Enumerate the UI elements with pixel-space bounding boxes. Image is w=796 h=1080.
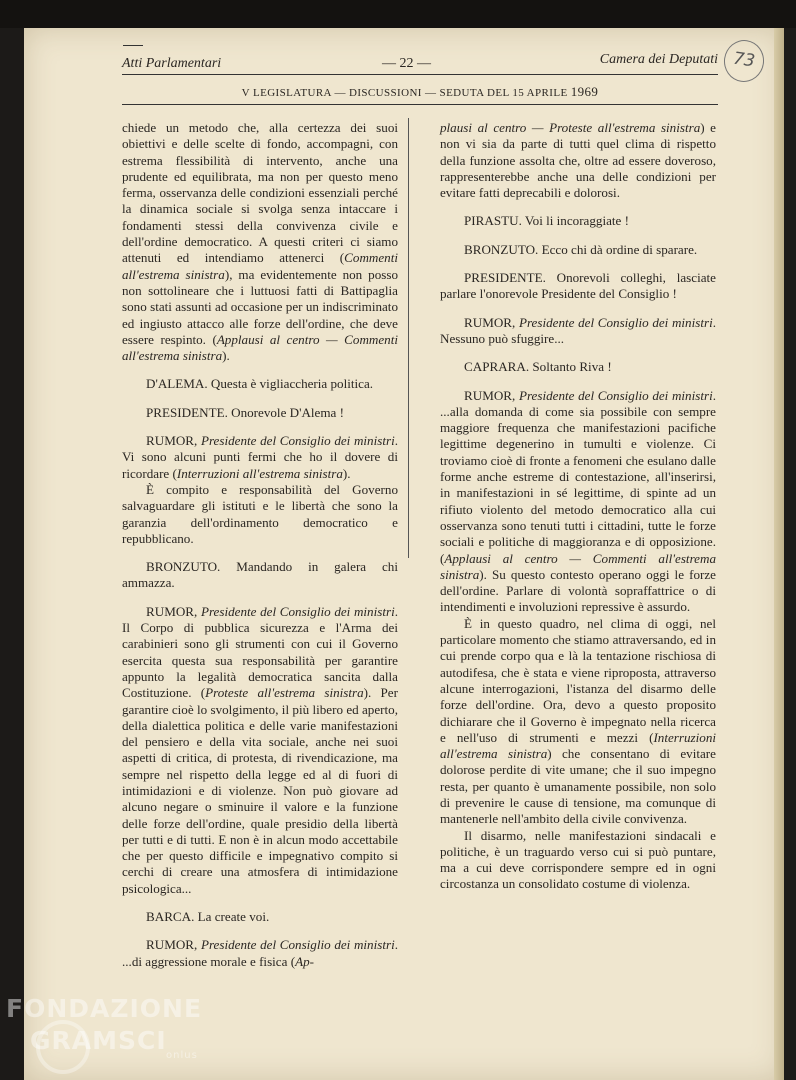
subheader-rule bbox=[122, 104, 718, 105]
left-column bbox=[122, 120, 398, 970]
gramsci-logo-icon bbox=[36, 1020, 90, 1074]
right-column bbox=[440, 120, 716, 893]
paragraph: chiede un metodo che, alla certezza dei suoi obiettivi e delle scelte di fondo, accompagni, con estrema flessibilità di intervento, anche una prudente ed equilibrata, ma non per questo meno ferma, osservanza delle condizioni essenziali perché la dinamica sociale si svolga senza intaccare i fondamenti stessi della convivenza civile e dell'ordine democratico. A questi criteri ci siamo attenuti ed intendiamo attenerci (Commenti all'estrema sinistra), ma evidentemente non posso non sottolineare che i luttuosi fatti di Battipaglia sono stati assunti ad occasione per un indiscriminato ed ingiusto attacco alle forze dell'ordine, che deve essere respinto. (Applausi al centro — Commenti all'estrema sinistra). bbox=[122, 120, 398, 364]
paragraph: D'ALEMA. Questa è vigliaccheria politica. bbox=[146, 376, 374, 392]
paragraph: RUMOR, Presidente del Consiglio dei ministri. Il Corpo di pubblica sicurezza e l'Arma dei carabinieri sono gli strumenti con cui il Governo esercita questa sua responsabilità per garantire appunto la legalità democratica sancita dalla Costituzione. (Proteste all'estrema sinistra). Per garantire cioè lo svolgimento, il più libero ed aperto, della dialettica politica e delle varie manifestazioni del pensiero e della vita sociale, anche nei suoi aspetti di critica, di protesta, di rivendicazione, ma sempre nel rispetto della legge ed al di fuori di intimidazioni e di violenze. Non può giovare ad alcuno negare o sminuire il valore e la funzione delle forze dell'ordine, quale presidio della libertà per tutti e di tutti. E non è in alcun modo accettabile che per questo difficile e impegnativo compito si cerchi di creare una atmosfera di intimidazione psicologica... bbox=[122, 603, 398, 896]
paragraph: BRONZUTO. Ecco chi dà ordine di sparare. bbox=[464, 241, 698, 257]
column-divider bbox=[408, 118, 409, 558]
watermark-line3: onlus bbox=[166, 1050, 198, 1061]
paragraph: RUMOR, Presidente del Consiglio dei ministri. Nessuno può sfuggire... bbox=[440, 314, 716, 346]
paragraph: PRESIDENTE. Onorevoli colleghi, lasciate parlare l'onorevole Presidente del Consiglio ! bbox=[440, 270, 716, 302]
paragraph: BARCA. La create voi. bbox=[146, 909, 270, 925]
paragraph: PRESIDENTE. Onorevole D'Alema ! bbox=[146, 404, 344, 420]
watermark bbox=[6, 994, 203, 1061]
header-right: Camera dei Deputati bbox=[599, 52, 718, 67]
paragraph: È compito e responsabilità del Governo salvaguardare gli istituti e le libertà che sono la garanzia dell'ordinamento democratico e repubblicano. bbox=[122, 481, 398, 546]
paragraph: RUMOR, Presidente del Consiglio dei ministri. Vi sono alcuni punti fermi che ho il dovere di ricordare (Interruzioni all'estrema sinistra). bbox=[122, 433, 398, 481]
scan-border bbox=[0, 0, 796, 28]
running-header bbox=[122, 52, 718, 74]
header-left: Atti Parlamentari bbox=[122, 56, 222, 71]
paragraph: PIRASTU. Voi li incoraggiate ! bbox=[464, 213, 629, 229]
watermark-line1: FONDAZIONE bbox=[6, 994, 203, 1023]
handwritten-page-number: 73 bbox=[721, 37, 766, 84]
paragraph: RUMOR, Presidente del Consiglio dei ministri. ...alla domanda di come sia possibile con sempre maggiore frequenza che manifestazioni pacifiche legittime degenerino in tumulti e violenze. Ci troviamo cioè di fronte a fenomeni che esulano dalle forme anche estreme di contestazione, all'inserirsi, in manifestazioni in sé legittime, di spinte ad un rifiuto violento del metodo democratico alla cui osservanza sono tenuti tutti i cittadini, tutte le forze sociali e politiche di maggioranza e di opposizione. (Applausi al centro — Commenti all'estrema sinistra). Su questo contesto operano oggi le forze dell'ordine. Parlare di volontà sopraffattrice o di intendimenti e involuzioni repressive è assurdo. bbox=[440, 387, 716, 615]
watermark-line2: GRAMSCI bbox=[30, 1026, 167, 1055]
paragraph: BRONZUTO. Mandando in galera chi ammazza. bbox=[122, 559, 398, 591]
paragraph: CAPRARA. Soltanto Riva ! bbox=[464, 359, 612, 375]
header-rule bbox=[122, 74, 718, 75]
session-text: V LEGISLATURA — DISCUSSIONI — SEDUTA DEL 15 APRILE bbox=[241, 87, 568, 99]
paragraph: Il disarmo, nelle manifestazioni sindacali e politiche, è un traguardo verso cui si può puntare, ma a cui deve corrispondere sempre ed in ogni circostanza un consolidato costume di violenza. bbox=[440, 827, 716, 892]
paragraph: plausi al centro — Proteste all'estrema sinistra) e non vi sia da parte di tutti quel clima di rispetto della funzione assolta che, oltre ad essere doveroso, rappresenterebbe anche una delle condizioni per evitare fatti deprecabili e dolorosi. bbox=[440, 120, 716, 201]
header-page-number: — 22 — bbox=[382, 56, 431, 71]
paragraph: È in questo quadro, nel clima di oggi, nel particolare momento che stiamo attraversando, ed in cui prende corpo qua e là la tentazione rischiosa di autodifesa, che è stata e viene riproposta, attraverso alcune interrogazioni, l'istanza del disarmo delle forze dell'ordine. Ora, devo a questo proposito dichiarare che il Governo è impegnato nella ricerca e nell'uso di strumenti e mezzi (Interruzioni all'estrema sinistra) che consentano di evitare dolorose perdite di vite umane; che il suo impegno resta, per quanto è umanamente possibile, non solo di prevenire le cause di tensione, ma comunque di mantenerle nell'ambito della civile convivenza. bbox=[440, 615, 716, 827]
header-dash bbox=[123, 45, 143, 46]
session-year: 1969 bbox=[570, 84, 599, 99]
session-line bbox=[122, 84, 718, 100]
paragraph: RUMOR, Presidente del Consiglio dei ministri. ...di aggressione morale e fisica (Ap- bbox=[122, 937, 398, 969]
